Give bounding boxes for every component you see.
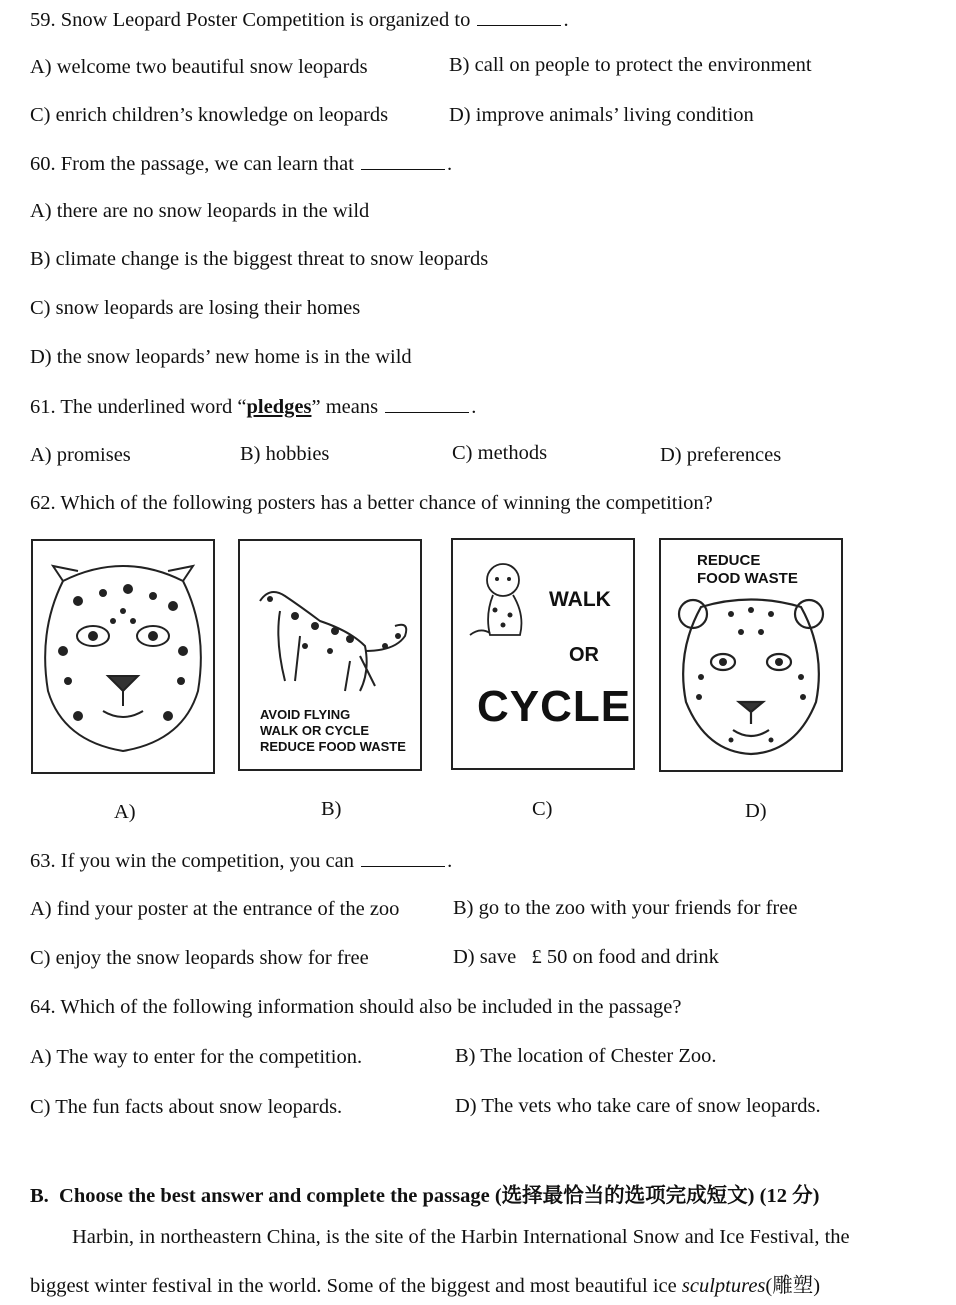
question-60-stem: 60. From the passage, we can learn that .: [30, 153, 453, 175]
poster-d-line-1: REDUCE: [697, 552, 761, 569]
answer-blank[interactable]: [385, 394, 469, 413]
passage-line-1: Harbin, in northeastern China, is the site of the Harbin International Snow and Ice Festival, the: [72, 1226, 850, 1248]
section-b-heading: B. Choose the best answer and complete the passage (选择最恰当的选项完成短文) (12 分): [30, 1185, 820, 1207]
poster-c-walk: WALK: [549, 588, 611, 611]
q61-option-a[interactable]: A) promises: [30, 444, 131, 466]
q60-option-b[interactable]: B) climate change is the biggest threat to snow leopards: [30, 248, 489, 270]
answer-blank[interactable]: [361, 151, 445, 170]
q59-option-a[interactable]: A) welcome two beautiful snow leopards: [30, 56, 368, 78]
q61-option-c[interactable]: C) methods: [452, 442, 548, 464]
q64-option-b[interactable]: B) The location of Chester Zoo.: [455, 1045, 717, 1067]
leopard-cub-illustration: [465, 555, 545, 645]
passage-line-2: biggest winter festival in the world. Some of the biggest and most beautiful ice sculptures(雕塑): [30, 1275, 821, 1297]
poster-a[interactable]: [31, 539, 215, 774]
q59-option-b[interactable]: B) call on people to protect the environment: [449, 54, 812, 76]
question-63-stem: 63. If you win the competition, you can .: [30, 850, 453, 872]
question-64-stem: 64. Which of the following information should also be included in the passage?: [30, 996, 682, 1018]
leopard-face-illustration: [33, 541, 213, 772]
q64-option-a[interactable]: A) The way to enter for the competition.: [30, 1046, 363, 1068]
poster-b-line-1: AVOID FLYING: [260, 707, 351, 722]
poster-b-line-2: WALK OR CYCLE: [260, 723, 370, 738]
q60-option-d[interactable]: D) the snow leopards’ new home is in the wild: [30, 346, 412, 368]
question-61-stem: 61. The underlined word “pledges” means .: [30, 396, 477, 418]
q61-option-b[interactable]: B) hobbies: [240, 443, 330, 465]
q60-option-a[interactable]: A) there are no snow leopards in the wild: [30, 200, 370, 222]
poster-c[interactable]: [451, 538, 635, 770]
poster-d-line-2: FOOD WASTE: [697, 570, 798, 587]
q63-option-c[interactable]: C) enjoy the snow leopards show for free: [30, 947, 369, 969]
question-59-stem: 59. Snow Leopard Poster Competition is organized to .: [30, 9, 569, 31]
poster-b[interactable]: [238, 539, 422, 771]
poster-d[interactable]: [659, 538, 843, 772]
poster-a-label: A): [114, 801, 136, 823]
question-62-stem: 62. Which of the following posters has a better chance of winning the competition?: [30, 492, 713, 514]
poster-b-line-3: REDUCE FOOD WASTE: [260, 739, 406, 754]
q63-option-b[interactable]: B) go to the zoo with your friends for free: [453, 897, 798, 919]
q64-option-c[interactable]: C) The fun facts about snow leopards.: [30, 1096, 343, 1118]
poster-d-label: D): [745, 800, 767, 822]
underlined-word: pledges: [246, 396, 312, 418]
poster-b-label: B): [321, 798, 342, 820]
leopard-walking-illustration: [240, 581, 420, 711]
poster-c-label: C): [532, 798, 553, 820]
q61-option-d[interactable]: D) preferences: [660, 444, 782, 466]
poster-c-cycle: CYCLE: [477, 682, 632, 731]
q63-option-d[interactable]: D) save £ 50 on food and drink: [453, 946, 719, 968]
q59-option-c[interactable]: C) enrich children’s knowledge on leopards: [30, 104, 389, 126]
q63-option-a[interactable]: A) find your poster at the entrance of the zoo: [30, 898, 400, 920]
q64-option-d[interactable]: D) The vets who take care of snow leopards.: [455, 1095, 821, 1117]
answer-blank[interactable]: [361, 848, 445, 867]
leopard-face-outline-illustration: [671, 592, 831, 762]
q59-option-d[interactable]: D) improve animals’ living condition: [449, 104, 754, 126]
poster-c-or: OR: [569, 644, 599, 666]
answer-blank[interactable]: [477, 7, 561, 26]
q60-option-c[interactable]: C) snow leopards are losing their homes: [30, 297, 361, 319]
